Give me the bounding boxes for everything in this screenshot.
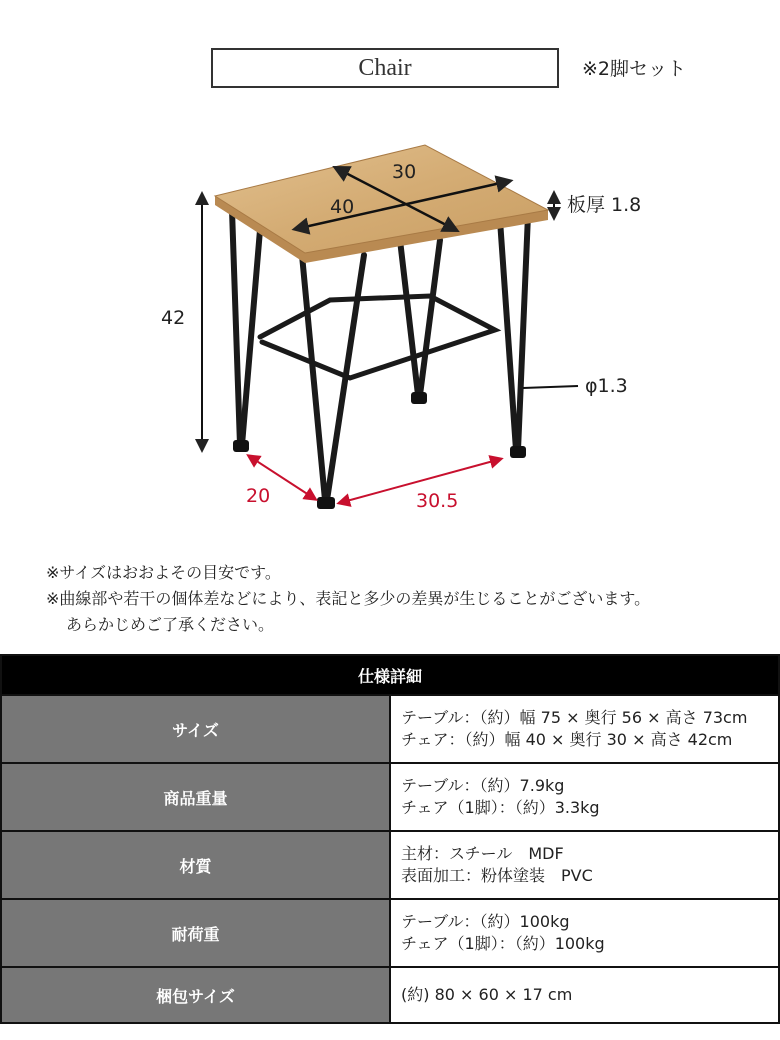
chair-seat — [215, 145, 548, 263]
spec-label: 商品重量 — [1, 763, 390, 831]
seat-width-label: 30 — [392, 161, 417, 183]
pipe-leader-line — [523, 386, 578, 388]
notes — [46, 560, 650, 638]
spec-value-line: チェア：（約）幅 40 × 奥行 30 × 高さ 42cm — [401, 730, 733, 749]
spec-value-line: テーブル：（約）7.9kg — [401, 776, 565, 795]
spec-value — [390, 763, 779, 831]
spec-value-line: 主材：スチール MDF — [401, 844, 564, 863]
spec-label: 梱包サイズ — [1, 967, 390, 1023]
table-row — [1, 831, 779, 899]
table-row — [1, 899, 779, 967]
note-line: ※曲線部や若干の個体差などにより、表記と多少の差異が生じることがございます。 — [46, 589, 651, 608]
spec-value-line: テーブル：（約）100kg — [401, 912, 570, 931]
table-row — [1, 763, 779, 831]
spec-value — [390, 831, 779, 899]
table-row — [1, 967, 779, 1023]
spec-value — [390, 695, 779, 763]
spec-label: サイズ — [1, 695, 390, 763]
floor-width-label: 30.5 — [416, 490, 459, 512]
chair-legs — [232, 210, 528, 500]
set-note: ※2脚セット — [582, 58, 687, 80]
thickness-label: 板厚 1.8 — [567, 194, 642, 216]
table-row — [1, 695, 779, 763]
seat-depth-label: 40 — [330, 196, 355, 218]
pipe-diameter-label: φ1.3 — [585, 375, 628, 397]
note-line: ※サイズはおおよその目安です。 — [46, 563, 281, 582]
spec-value — [390, 967, 779, 1023]
floor-depth-label: 20 — [246, 485, 271, 507]
spec-label: 耐荷重 — [1, 899, 390, 967]
height-label: 42 — [161, 307, 186, 329]
chair-diagram — [0, 110, 780, 530]
spec-value — [390, 899, 779, 967]
spec-value-line: テーブル：（約）幅 75 × 奥行 56 × 高さ 73cm — [401, 708, 748, 727]
spec-label: 材質 — [1, 831, 390, 899]
spec-value-line: チェア（1脚）：（約）100kg — [401, 934, 605, 953]
product-title: Chair — [211, 48, 559, 88]
spec-table — [0, 654, 780, 1024]
note-line: あらかじめご了承ください。 — [66, 615, 275, 634]
spec-value-line: 表面加工：粉体塗装 PVC — [401, 866, 593, 885]
spec-heading: 仕様詳細 — [1, 655, 779, 695]
spec-value-line: チェア（1脚）：（約）3.3kg — [401, 798, 600, 817]
spec-value-line: (約) 80 × 60 × 17 cm — [401, 985, 573, 1004]
